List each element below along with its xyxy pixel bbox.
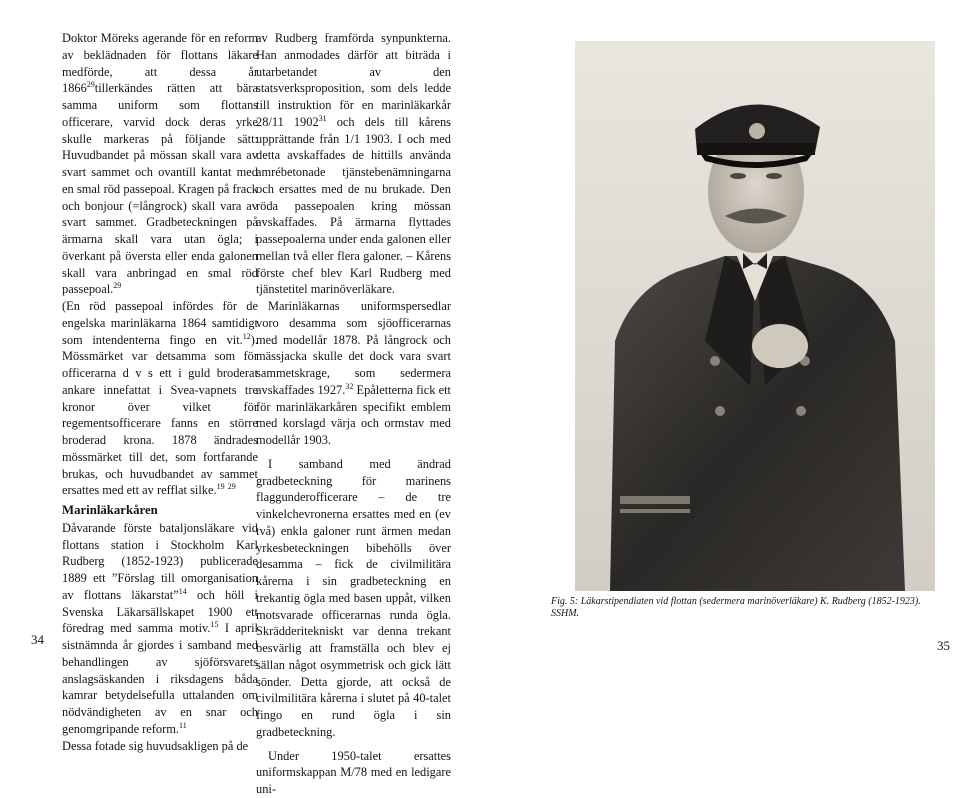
hand	[752, 324, 808, 368]
eye	[766, 173, 782, 179]
paragraph: av Rudberg framförda synpunkterna. Han anmodades därför att biträda i utarbetandet av den statsverksproposition, som dels ledde till instruktion för en marinläkarkår 28/11 1902$^{31}$ och dels till kårens upprättande från 1/1 1903. I och med detta avskaffades de hittills använda amrébetonade tjänstebenämningarna och ersattes med de nu brukade. Den röda passepoalen kring mössan avskaffades. På ärmarna flyttades passepoalerna under enda galonen eller mellan två eller flera galoner. – Kårens förste chef blev Karl Rudberg med tjänstetitel marinöverläkare.	[256, 31, 451, 297]
cap-badge	[749, 123, 765, 139]
paragraph: Under 1950-talet ersattes uniformskappan M/78 med en ledigare uni-	[256, 748, 451, 796]
paragraph: Dåvarande förste bataljonsläkare vid flottans station i Stockholm Karl Rudberg (1852-1923) publicerade 1889 ett ”Förslag till omorganisation av flottans läkarstat”$^{14}$ och höll i Svenska Läkarsällskapet 1900 ett föredrag med samma motiv.$^{15}$ I april sistnämnda år gjordes i samband med behandlingen av sjöförsvarets anslagsäskanden i riksdagens båda kamrar betydelsefulla uttalanden om nödvändigheten av en snar och genomgripande reform.$^{11}$	[62, 520, 259, 736]
coat-button	[710, 356, 720, 366]
figure-caption: Fig. 5: Läkarstipendiaten vid flottan (sedermera marinöverläkare) K. Rudberg (1852-1923). SSHM.	[551, 596, 921, 619]
paragraph: Dessa fotade sig huvudsakligen på de	[62, 738, 249, 753]
page-number-right: 35	[937, 638, 950, 653]
coat	[610, 256, 905, 591]
portrait-photo	[575, 41, 935, 591]
paragraph: I samband med ändrad gradbeteckning för marinens flaggunderofficerare – de tre vinkelchevronerna ersattes med en (ev två) enkla galoner runt ärmen medan yrkesbeteckningen bibehölls över desamma – fick de civilmilitära kårerna i sin gradbeteckning en trekantig ögla med basen uppåt, vilken motsvarade officerarnas runda ögla. Skrädderitekniskt var denna trekant besvärlig att framställa och blev ej sällan något osymmetrisk och gick lätt sönder. Detta gjorde, att också de civilmilitära kårerna i slutet på 40-talet fingo en rund ögla i sin gradbeteckning.	[256, 456, 451, 739]
sleeve-stripe	[620, 496, 690, 504]
eye	[730, 173, 746, 179]
paragraph: Marinläkarnas uniformspersedlar voro desamma som sjöofficerarnas med modellår 1878. På långrock och mässjacka skulle det dock vara svart sammetskrage, som sedermera avskaffades 1927.32 Epåletterna fick ett för marinläkarkåren specifikt emblem med korslagd värja och ormstav med modellår 1903.	[256, 299, 452, 447]
paragraph: (En röd passepoal infördes för de engelska marinläkarna 1864 samtidigt som intendenterna fingo en vit.$^{12}$). Mössmärket var detsamma som för officerarna d v s ett i guld broderat ankare innefattat i Svea-vapnets tre kronor över vilket för regementsofficerare fanns en större broderad krona. 1878 ändrades mössmärket till det, som fortfarande brukas, och huvudbandet av sammet ersattes med ett av refflat silke.$^{19}$ $^{29}$	[62, 299, 258, 498]
left-column	[62, 30, 258, 754]
paragraph: Doktor Möreks agerande för en reform av beklädnaden för flottans läkare medförde, att dessa år 1866$^{29}$tillerkändes rätten att bära samma uniform som flottans officerare, varvid dock deras yrke skulle markeras på följande sätt: Huvudbandet på mössan skall vara av svart sammet och ovantill kantat med en smal röd passepoal. Kragen på frack och bonjour (=långrock) skall vara av svart sammet. Gradbeteckningen på ärmarna skall vara utan ögla; i överkant på översta eller enda galonen skall vara anbringad en smal röd passepoal.$^{29}$	[62, 31, 258, 297]
cap-band	[697, 143, 815, 155]
coat-button	[715, 406, 725, 416]
coat-button	[796, 406, 806, 416]
sleeve-stripe	[620, 509, 690, 513]
middle-column	[256, 30, 451, 798]
section-heading: Marinläkarkåren	[62, 503, 158, 517]
page-number-left: 34	[31, 632, 44, 647]
